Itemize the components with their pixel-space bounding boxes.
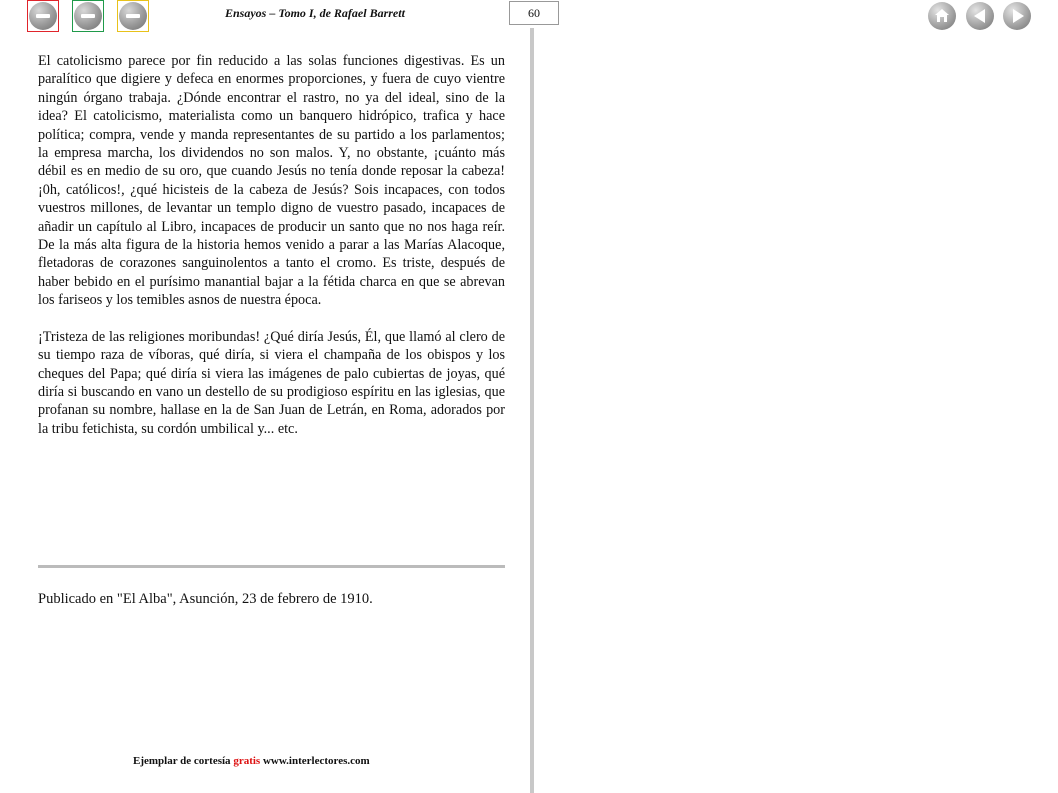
- green-button-frame[interactable]: [72, 0, 104, 32]
- arrow-left-icon: [974, 9, 985, 23]
- minus-icon: [29, 2, 57, 30]
- footer-free: gratis: [233, 755, 261, 767]
- paragraph: El catolicismo parece por fin reducido a las solas funciones digestivas. Es un paralítico que digiere y defeca en enormes proporciones, y fuera de cuyo vientre ningún órgano trabaja. ¿Dónde encontrar el rastro, no ya del ideal, sino de la idea? El catolicismo, materialista como un banquero hidrópico, trafica y hace política; compra, vende y manda representantes de su partido a los parlamentos; la empresa marcha, los dividendos no son malos. Y, no obstante, ¡cuánto más débil es en medio de su oro, que cuando Jesús no tenía donde reposar la cabeza! ¡0h, católicos!, ¿qué hicisteis de la cabeza de Jesús? Sois incapaces, con todos vuestros millones, de levantar un templo digno de vuestro pasado, incapaces de añadir un capítulo al Libro, incapaces de producir un santo que no nos haga reír. De la más alta figura de la historia hemos venido a parar a las Marías Alacoque, fletadoras de corazones sanguinolentos a tanto el cromo. Es triste, después de haber bebido en el purísimo manantial bajar a la fétida charca en que se abrevan los fariseos y los temibles asnos de nuestra época.: [38, 53, 505, 309]
- paragraph: ¡Tristeza de las religiones moribundas! ¿Qué diría Jesús, Él, que llamó al clero de su tiempo raza de víboras, qué diría, si viera el champaña de los obispos y los cheques del Papa; qué diría si viera las imágenes de palo cubiertas de joyas, qué diría si buscando en vano un destello de su prodigioso espíritu en las iglesias, que profanan su nombre, hallase en la de San Juan de Letrán, en Roma, adorados por la tribu fetichista, su cordón umbilical y... etc.: [38, 328, 505, 437]
- arrow-right-icon: [1013, 9, 1024, 23]
- running-header: Ensayos – Tomo I, de Rafael Barrett: [225, 6, 405, 20]
- home-icon: [935, 9, 949, 22]
- footer-site[interactable]: www.interlectores.com: [262, 755, 370, 767]
- yellow-button-frame[interactable]: [117, 0, 149, 32]
- previous-page-button[interactable]: [966, 2, 994, 30]
- minus-icon: [74, 2, 102, 30]
- red-button-frame[interactable]: [27, 0, 59, 32]
- footnote: Publicado en "El Alba", Asunción, 23 de febrero de 1910.: [38, 591, 373, 607]
- footer-prefix: Ejemplar de cortesía: [133, 755, 231, 767]
- page-divider-bar: [530, 28, 534, 793]
- body-text: [38, 52, 505, 456]
- footer: [133, 755, 370, 767]
- next-page-button[interactable]: [1003, 2, 1031, 30]
- home-button[interactable]: [928, 2, 956, 30]
- footnote-rule: [38, 565, 505, 568]
- minus-icon: [119, 2, 147, 30]
- page-number: 60: [509, 1, 559, 25]
